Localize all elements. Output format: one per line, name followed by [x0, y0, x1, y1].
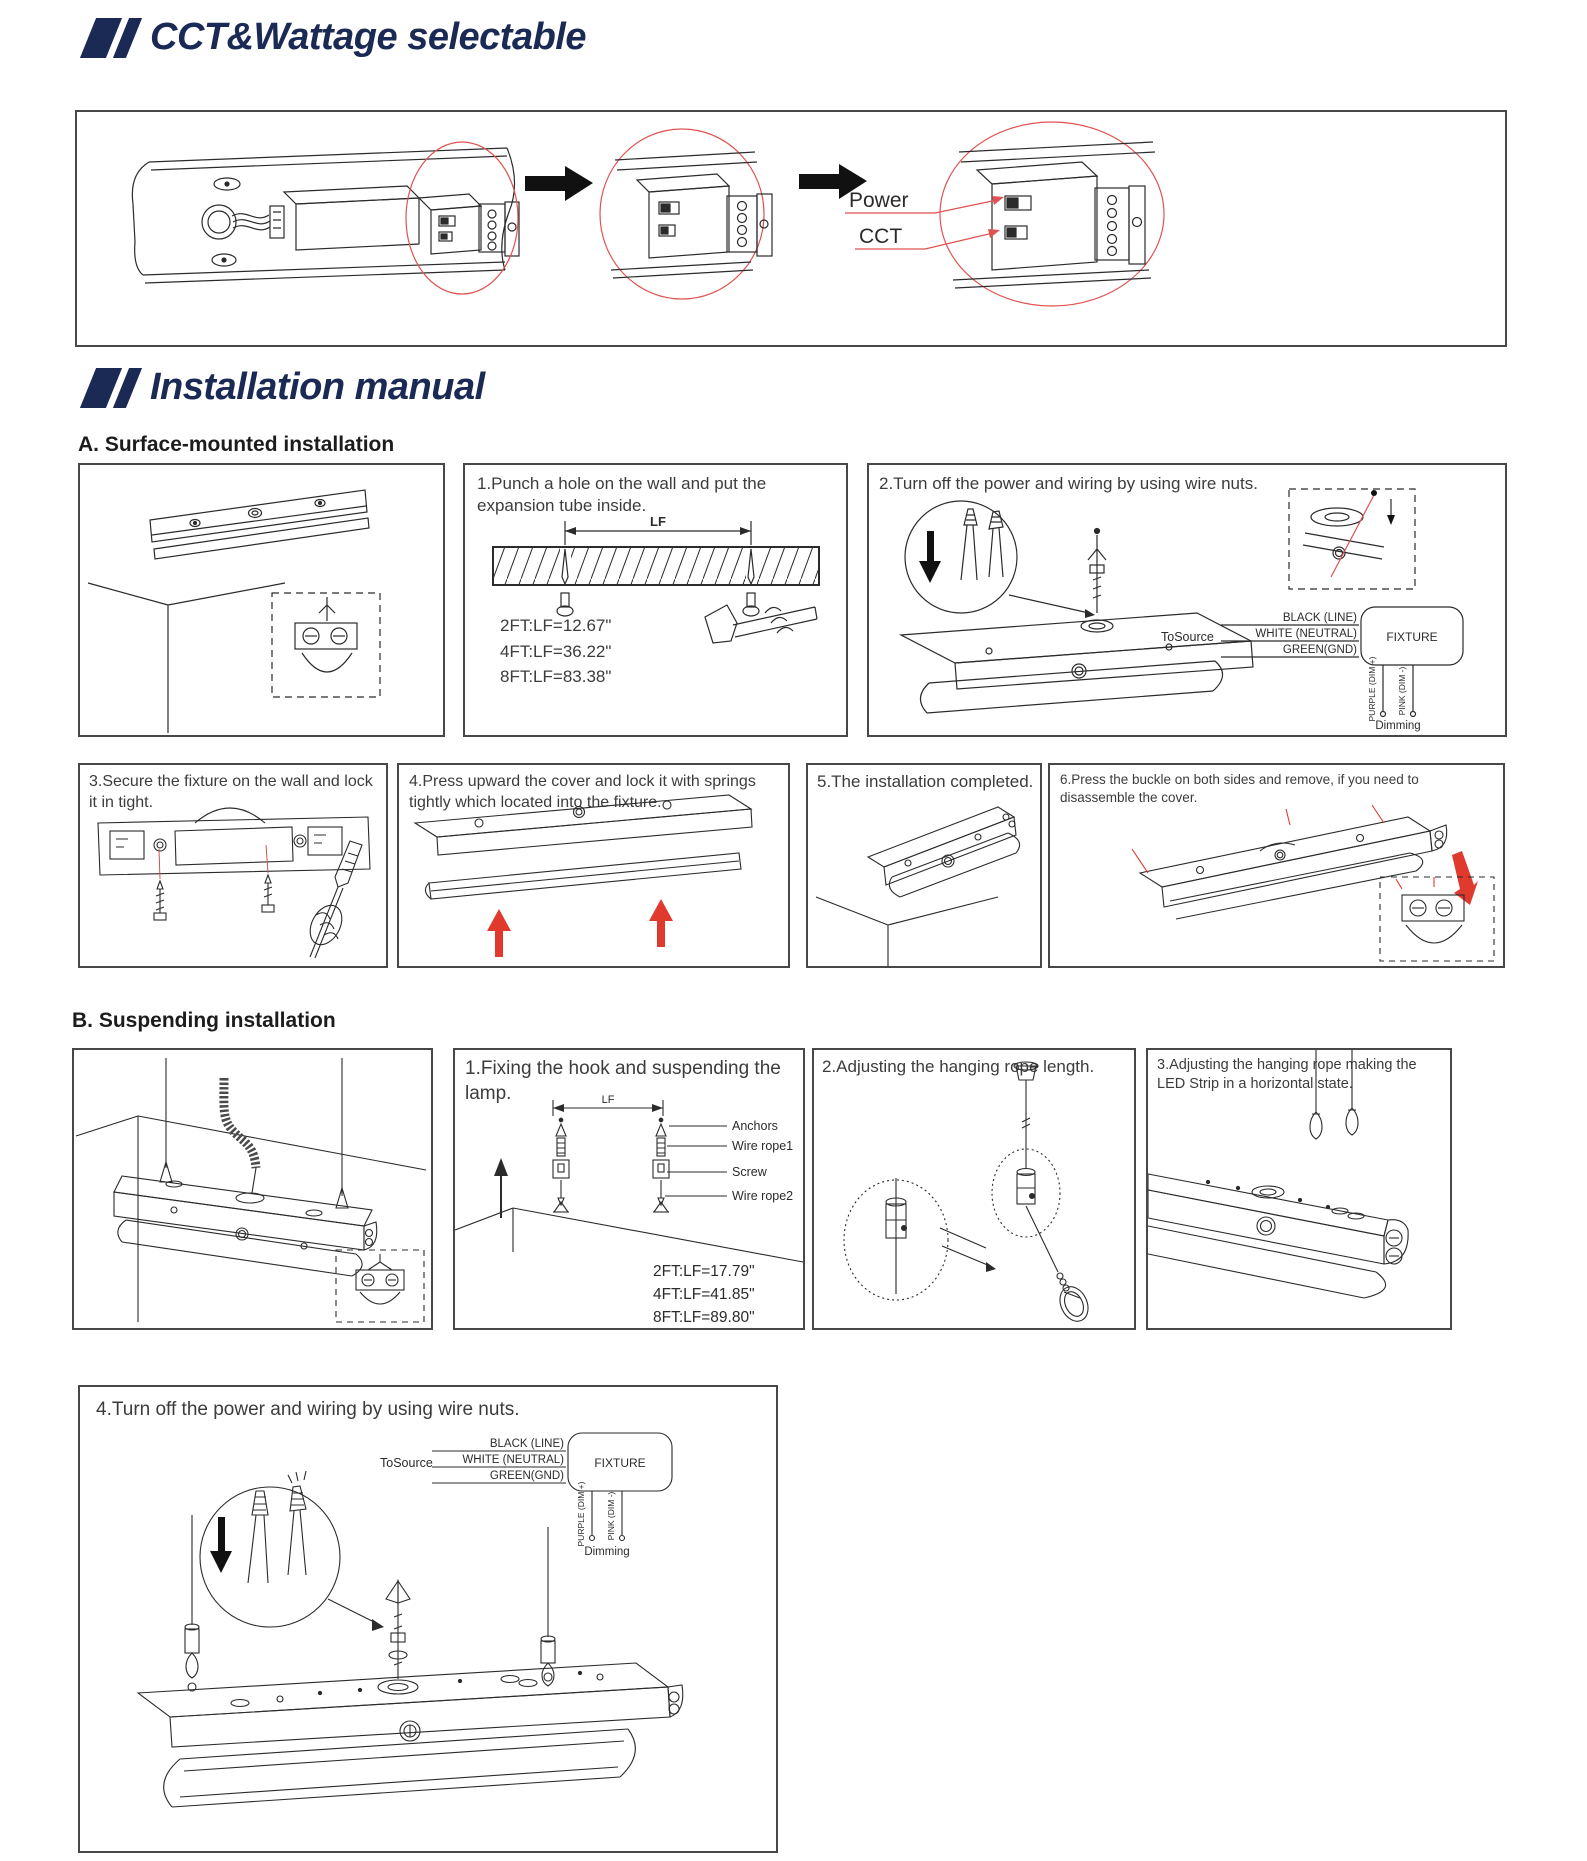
- hanging-rope-drawing: [992, 1062, 1093, 1326]
- suspend-step2-panel: [812, 1048, 1136, 1330]
- measurement-8ft: 8FT:LF=83.38": [500, 667, 612, 686]
- red-up-arrow-icon: [487, 909, 511, 957]
- suspend-step1-panel: [453, 1048, 805, 1330]
- wall-anchor-illustration: [465, 465, 846, 735]
- wire-rope2-label: Wire rope2: [732, 1189, 794, 1203]
- double-slash-icon: [88, 368, 134, 408]
- secure-fixture-illustration: [80, 765, 386, 966]
- installed-fixture-illustration: [808, 765, 1040, 966]
- detail-dashed-box: [1289, 489, 1415, 589]
- surface-step5-panel: [806, 763, 1042, 968]
- measurement-2ft: 2FT:LF=17.79": [653, 1263, 755, 1280]
- surface-step1-panel: [463, 463, 848, 737]
- up-arrow-icon: [494, 1158, 508, 1218]
- step-text: 6.Press the buckle on both sides and remove, if you need to disassemble the cover.: [1060, 772, 1419, 805]
- power-label: Power: [849, 189, 909, 212]
- red-up-arrow-icon: [649, 899, 673, 947]
- double-slash-icon: [88, 18, 134, 58]
- screw-drawing: [154, 849, 166, 920]
- step-text: 3.Adjusting the hanging rope making the LED Strip in a horizontal state.: [1157, 1057, 1417, 1093]
- lf-dimension-label: LF: [601, 1094, 615, 1106]
- wiring-diagram: [380, 1433, 672, 1558]
- fixture-channel-drawing: [132, 148, 519, 283]
- measurement-4ft: 4FT:LF=36.22": [500, 641, 612, 661]
- page-title-text: Installation manual: [150, 366, 485, 408]
- anchors-label: Anchors: [732, 1119, 778, 1133]
- hammer-drawing: [705, 605, 817, 643]
- section-heading-a: A. Surface-mounted installation: [78, 433, 395, 456]
- arrow-right-icon: [525, 166, 593, 201]
- wire-white-label: WHITE (NEUTRAL): [462, 1454, 564, 1466]
- screw-label: Screw: [732, 1165, 767, 1179]
- step-text: 2.Adjusting the hanging rope length.: [822, 1057, 1095, 1076]
- rope-gripper-drawing: [886, 1178, 907, 1294]
- suspend-wiring-illustration: [80, 1387, 776, 1851]
- cct-wattage-panel: [75, 110, 1507, 347]
- hook-fixing-illustration: [455, 1050, 803, 1328]
- page-title-text: CCT&Wattage selectable: [150, 16, 586, 58]
- power-cct-labels: [845, 189, 1004, 249]
- cct-label: CCT: [859, 225, 903, 248]
- press-cover-illustration: [399, 765, 788, 966]
- anchor-assembly: [553, 1118, 569, 1212]
- wire-nuts-drawing: [919, 509, 1003, 583]
- red-press-marks: [1132, 805, 1384, 873]
- step-text: 1.Punch a hole on the wall and put the expansion tube inside.: [477, 474, 767, 516]
- page-title-installation: [88, 366, 485, 409]
- hanging-wire-drawing: [541, 1527, 555, 1686]
- hanging-wire-drawing: [185, 1515, 199, 1691]
- lf-measurements: [500, 613, 611, 690]
- anchor-detail-drawing: [295, 597, 357, 672]
- page-title-cct: [88, 16, 586, 59]
- screwdriver-drawing: [304, 841, 362, 958]
- anchor-assembly: [653, 1118, 669, 1212]
- dim-minus-label: PINK (DIM -): [606, 1491, 616, 1541]
- wiring-diagram: [1161, 607, 1463, 732]
- step-text: 5.The installation completed.: [817, 772, 1034, 791]
- step-text: 4.Turn off the power and wiring by using wire nuts.: [96, 1399, 520, 1420]
- suspended-fixture-illustration: [74, 1050, 431, 1328]
- step-text: 4.Press upward the cover and lock it with springs tightly which located into the fixture.: [409, 773, 756, 812]
- wire-white-label: WHITE (NEUTRAL): [1255, 628, 1357, 640]
- wire-green-label: GREEN(GND): [489, 1470, 564, 1482]
- fixture-box-label: FIXTURE: [1386, 630, 1438, 644]
- wire-black-label: BLACK (LINE): [1282, 612, 1357, 624]
- remove-cover-illustration: [1050, 765, 1503, 966]
- wire-black-label: BLACK (LINE): [489, 1438, 564, 1450]
- lf-dimension-label: LF: [650, 514, 666, 529]
- measurement-4ft: 4FT:LF=41.85": [653, 1286, 755, 1303]
- bracket-ceiling-illustration: [80, 465, 443, 735]
- step-text: 1.Fixing the hook and suspending the lamp.: [465, 1058, 781, 1105]
- switch-detail-drawing: [600, 129, 772, 299]
- red-down-arrow-icon: [1452, 851, 1478, 905]
- suspend-step4-panel: [78, 1385, 778, 1853]
- surface-intro-panel: [78, 463, 445, 737]
- suspend-step3-panel: [1146, 1048, 1452, 1330]
- surface-step4-panel: [397, 763, 790, 968]
- wiring-illustration: [869, 465, 1505, 735]
- dimming-label: Dimming: [1375, 720, 1421, 732]
- step-text: 2.Turn off the power and wiring by using wire nuts.: [879, 474, 1258, 493]
- dim-plus-label: PURPLE (DIM +): [576, 1481, 586, 1547]
- dim-minus-label: PINK (DIM -): [1397, 666, 1407, 716]
- fixture-bar-drawing: [138, 1663, 683, 1807]
- toggle-screw-drawing: [386, 1581, 410, 1679]
- surface-step3-panel: [78, 763, 388, 968]
- fixture-bar-drawing: [901, 613, 1253, 713]
- measurement-8ft: 8FT:LF=89.80": [653, 1309, 755, 1326]
- dimming-label: Dimming: [584, 1546, 630, 1558]
- surface-step6-panel: [1048, 763, 1505, 968]
- suspend-intro-panel: [72, 1048, 433, 1330]
- dim-plus-label: PURPLE (DIM +): [1367, 656, 1377, 722]
- measurement-2ft: 2FT:LF=12.67": [500, 616, 612, 635]
- rope-adjusting-illustration: [814, 1050, 1134, 1328]
- screw-drawing: [1088, 529, 1106, 614]
- to-source-label: ToSource: [1161, 630, 1214, 644]
- fixture-box-label: FIXTURE: [594, 1456, 646, 1470]
- wire-green-label: GREEN(GND): [1282, 644, 1357, 656]
- step-text: 3.Secure the fixture on the wall and lock it in tight.: [89, 773, 373, 812]
- wire-rope1-label: Wire rope1: [732, 1139, 794, 1153]
- cct-wattage-illustration: [77, 112, 1505, 345]
- horizontal-adjust-illustration: [1148, 1050, 1450, 1328]
- section-heading-b: B. Suspending installation: [72, 1009, 336, 1032]
- to-source-label: ToSource: [380, 1456, 433, 1470]
- surface-step2-panel: [867, 463, 1507, 737]
- detail-dashed-box: [1380, 877, 1494, 961]
- detail-dashed-box: [336, 1250, 424, 1322]
- power-cct-switch-drawing: [940, 122, 1164, 306]
- screw-drawing: [262, 845, 274, 912]
